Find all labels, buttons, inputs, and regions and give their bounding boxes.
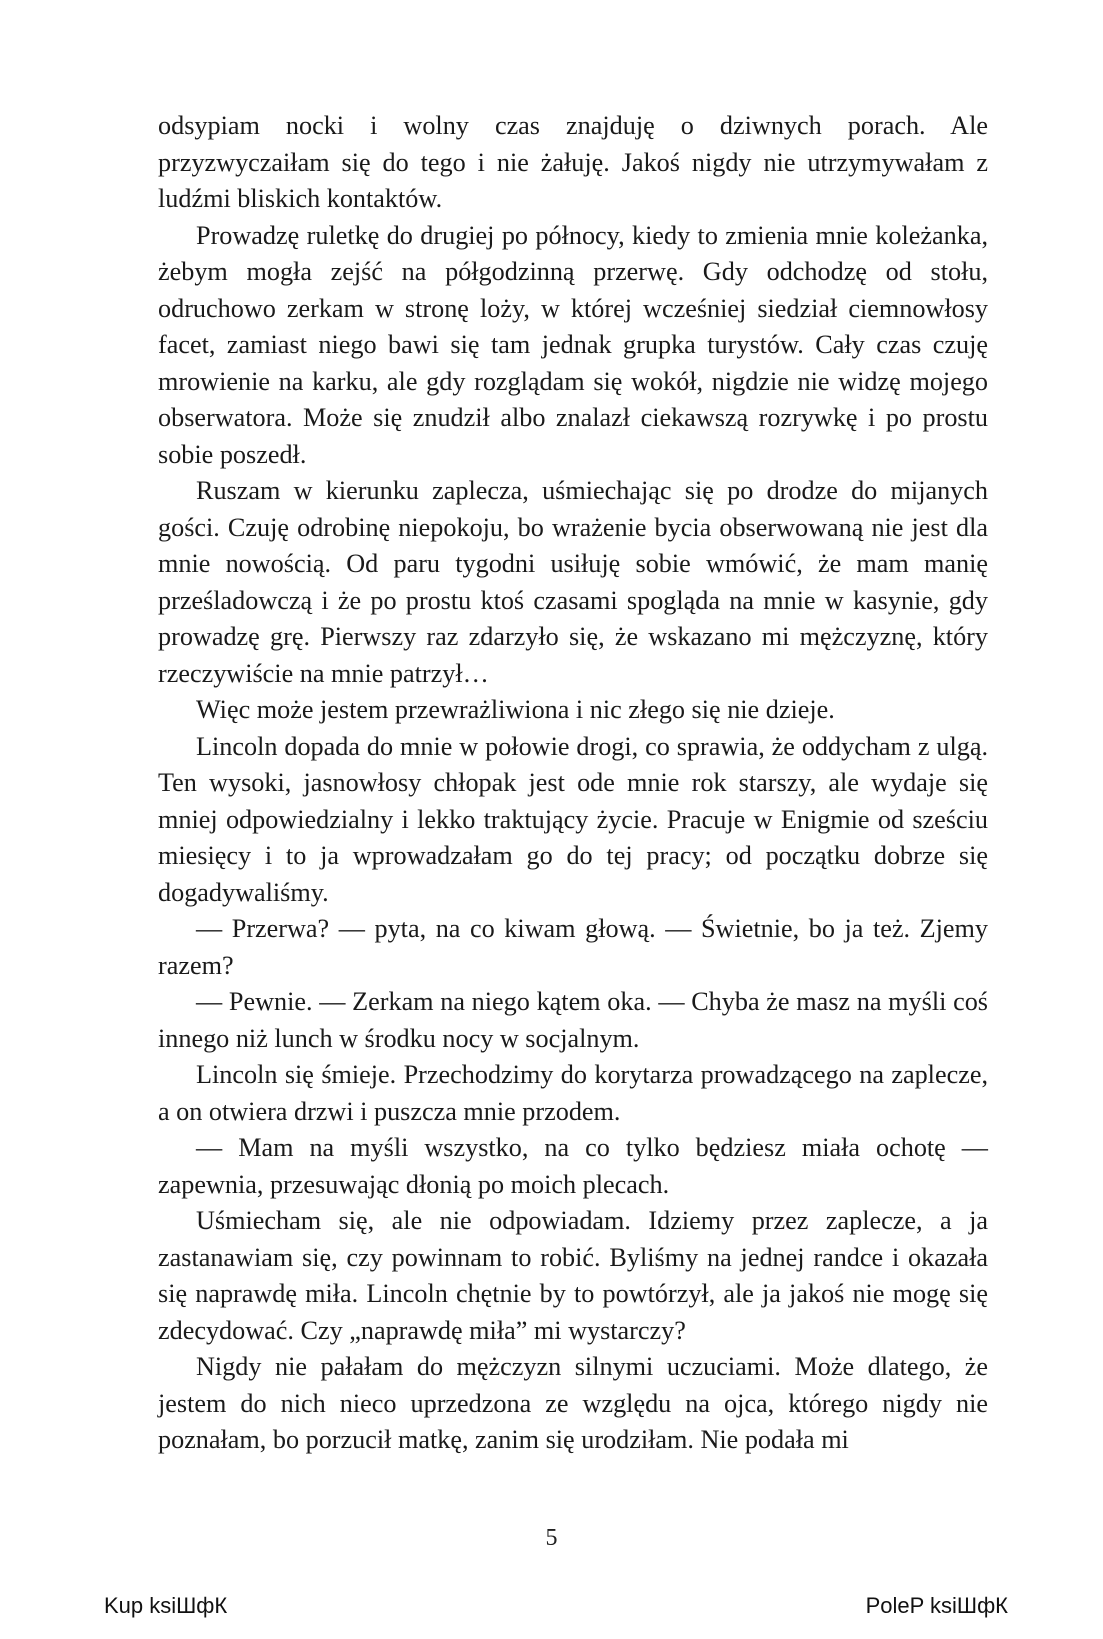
paragraph-9: — Mam na myśli wszystko, na co tylko będziesz miała ochotę — zapewnia, przesuwając dłonią po moich plecach. bbox=[158, 1133, 988, 1199]
paragraph-5: Lincoln dopada do mnie w połowie drogi, co sprawia, że oddycham z ulgą. Ten wysoki, jasnowłosy chłopak jest ode mnie rok starszy, ale wydaje się mniej odpowiedzialny i lekko traktujący życie. Pracuje w Enigmie od sześciu miesięcy i to ja wprowadzałam go do tej pracy; od początku dobrze się dogadywaliśmy. bbox=[158, 731, 988, 907]
recommend-book-link[interactable]: PoleP ksiШфК bbox=[865, 1593, 1008, 1618]
paragraph-8: Lincoln się śmieje. Przechodzimy do korytarza prowadzącego na zaplecze, a on otwiera drzwi i puszcza mnie przodem. bbox=[158, 1060, 988, 1126]
paragraph-2: Prowadzę ruletkę do drugiej po północy, kiedy to zmienia mnie koleżanka, żebym mogła zejść na półgodzinną przerwę. Gdy odchodzę od stołu, odruchowo zerkam w stronę loży, w której wcześniej siedział ciemnowłosy facet, zamiast niego bawi się tam jednak grupka turystów. Cały czas czuję mrowienie na karku, ale gdy rozglądam się wokół, nigdzie nie widzę mojego obserwatora. Może się znudził albo znalazł ciekawszą rozrywkę i po prostu sobie poszedł. bbox=[158, 220, 988, 469]
paragraph-11: Nigdy nie pałałam do mężczyzn silnymi uczuciami. Może dlatego, że jestem do nich nieco uprzedzona ze względu na ojca, którego nigdy nie poznałam, bo porzucił matkę, zanim się urodziłam. Nie podała mi bbox=[158, 1352, 988, 1454]
paragraph-6: — Przerwa? — pyta, na co kiwam głową. — Świetnie, bo ja też. Zjemy razem? bbox=[158, 914, 988, 980]
page-body bbox=[158, 108, 988, 1459]
paragraph-10: Uśmiecham się, ale nie odpowiadam. Idziemy przez zaplecze, a ja zastanawiam się, czy powinnam to robić. Byliśmy na jednej randce i okazała się naprawdę miła. Lincoln chętnie by to powtórzył, ale ja jakoś nie mogę się zdecydować. Czy „naprawdę miła” mi wystarczy? bbox=[158, 1206, 988, 1345]
paragraph-7: — Pewnie. — Zerkam na niego kątem oka. — Chyba że masz na myśli coś innego niż lunch w środku nocy w socjalnym. bbox=[158, 987, 988, 1053]
buy-book-link[interactable]: Kup ksiШфК bbox=[104, 1593, 228, 1618]
paragraph-4: Więc może jestem przewrażliwiona i nic złego się nie dzieje. bbox=[196, 695, 835, 724]
paragraph-1: odsypiam nocki i wolny czas znajduję o dziwnych porach. Ale przyzwyczaiłam się do tego i nie żałuję. Jakoś nigdy nie utrzymywałam z ludźmi bliskich kontaktów. bbox=[158, 111, 988, 213]
paragraph-3: Ruszam w kierunku zaplecza, uśmiechając się po drodze do mijanych gości. Czuję odrobinę niepokoju, bo wrażenie bycia obserwowaną nie jest dla mnie nowością. Od paru tygodni usiłuję sobie wmówić, że mam manię prześladowczą i że po prostu ktoś czasami spogląda na mnie w kasynie, gdy prowadzę grę. Pierwszy raz zdarzyło się, że wskazano mi mężczyznę, który rzeczywiście na mnie patrzył… bbox=[158, 476, 988, 688]
page-number: 5 bbox=[545, 1525, 558, 1551]
